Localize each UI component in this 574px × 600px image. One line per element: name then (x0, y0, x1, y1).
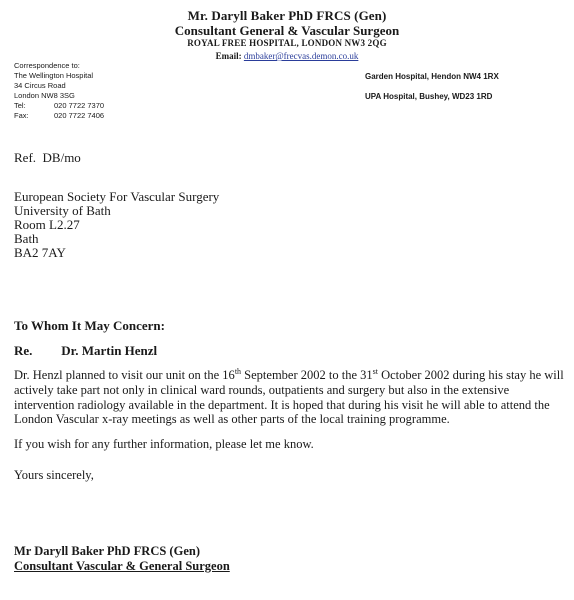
fax-row (14, 111, 104, 121)
correspondence-line: 34 Circus Road (14, 81, 66, 90)
correspondence-heading: Correspondence to: (14, 61, 80, 70)
body-part: October 2002 during his stay he will actively take part not only in clinical ward rounds, outpatients and surgery but also in the extensive intervention radiology available in the department. It is hoped that during his visit he will able to attend the London Vascular x-ray meetings as well as other parts of the local training programme. (14, 368, 564, 427)
letterhead-email-line (0, 51, 574, 61)
ordinal-suffix: st (372, 366, 378, 376)
tel-row (14, 101, 104, 111)
tel-number: 020 7722 7370 (54, 101, 105, 110)
recipient-line: Room L2.27 (14, 217, 80, 232)
correspondence-line: London NW8 3SG (14, 91, 75, 100)
recipient-line: Bath (14, 231, 39, 246)
letterhead-name: Mr. Daryll Baker PhD FRCS (Gen) (187, 8, 387, 23)
correspondence-line: The Wellington Hospital (14, 71, 94, 80)
re-subject: Dr. Martin Henzl (61, 343, 158, 358)
body-part: September 2002 to the 31 (241, 368, 373, 382)
recipient-line: BA2 7AY (14, 245, 66, 260)
reference: Ref. DB/mo (14, 150, 81, 165)
tel-label: Tel: (14, 101, 26, 110)
recipient-line: European Society For Vascular Surgery (14, 189, 220, 204)
recipient-line: University of Bath (14, 203, 111, 218)
closing: Yours sincerely, (14, 468, 94, 482)
signature-title: Consultant Vascular & General Surgeon (14, 559, 230, 573)
letterhead-hospital: ROYAL FREE HOSPITAL, LONDON NW3 2QG (187, 38, 387, 48)
email-label: Email: (215, 51, 242, 61)
other-hospital-garden: Garden Hospital, Hendon NW4 1RX (365, 72, 499, 81)
signature-name: Mr Daryll Baker PhD FRCS (Gen) (14, 544, 200, 558)
fax-label: Fax: (14, 111, 29, 120)
body-paragraph (14, 368, 570, 427)
ordinal-suffix: th (234, 366, 242, 376)
letterhead-title: Consultant General & Vascular Surgeon (174, 23, 400, 38)
body-part: Dr. Henzl planned to visit our unit on the 16 (14, 368, 235, 382)
further-info: If you wish for any further information, please let me know. (14, 437, 314, 451)
re-line (14, 343, 157, 359)
other-hospital-upa: UPA Hospital, Bushey, WD23 1RD (365, 92, 493, 101)
correspondence-block (14, 61, 104, 121)
recipient-address (14, 190, 219, 260)
fax-number: 020 7722 7406 (54, 111, 105, 120)
re-label: Re. (14, 343, 33, 358)
salutation: To Whom It May Concern: (14, 318, 165, 333)
email-link[interactable]: dmbaker@frecvas.demon.co.uk (243, 51, 359, 61)
